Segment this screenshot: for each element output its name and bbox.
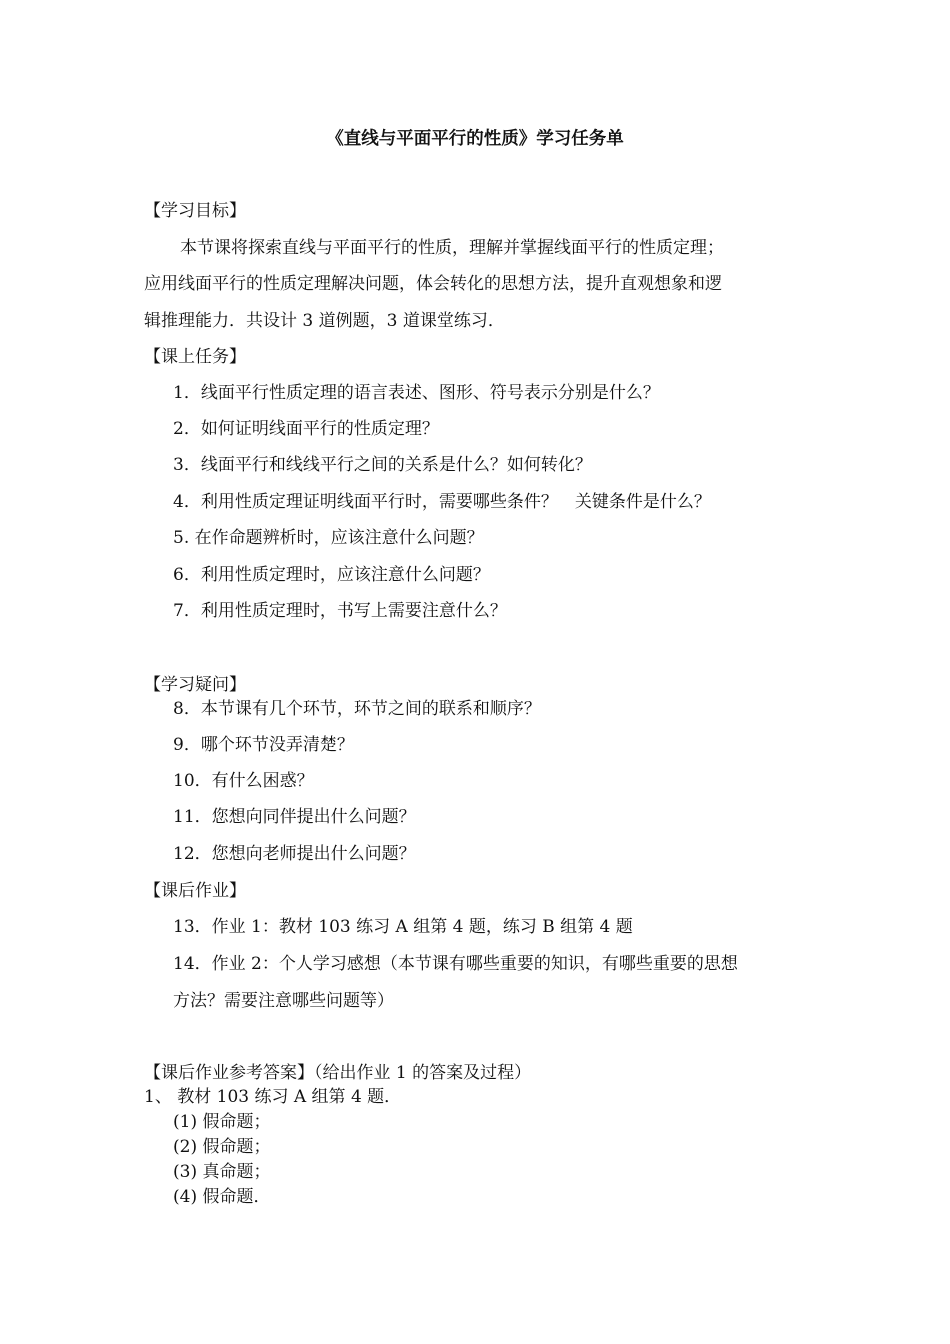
section-heading-questions: 【学习疑问】 <box>144 675 246 695</box>
homework-item: 13．作业 1：教材 103 练习 A 组第 4 题，练习 B 组第 4 题 <box>173 917 633 937</box>
section-heading-goals: 【学习目标】 <box>144 201 246 221</box>
answer-item: (4) 假命题． <box>173 1187 271 1207</box>
goals-paragraph-line: 辑推理能力．共设计 3 道例题，3 道课堂练习． <box>144 311 505 331</box>
task-item: 7．利用性质定理时，书写上需要注意什么？ <box>173 601 507 621</box>
answer-item: (2) 假命题； <box>173 1137 271 1157</box>
homework-item: 14．作业 2：个人学习感想（本节课有哪些重要的知识，有哪些重要的思想 <box>173 954 738 974</box>
question-item: 11．您想向同伴提出什么问题？ <box>173 807 416 827</box>
task-item: 2．如何证明线面平行的性质定理？ <box>173 419 439 439</box>
section-heading-homework: 【课后作业】 <box>144 881 246 901</box>
goals-paragraph-line: 本节课将探索直线与平面平行的性质，理解并掌握线面平行的性质定理； <box>180 238 724 258</box>
task-item: 6．利用性质定理时，应该注意什么问题？ <box>173 565 490 585</box>
task-item: 5. 在作命题辨析时，应该注意什么问题？ <box>173 528 484 548</box>
question-item: 10．有什么困惑？ <box>173 771 314 791</box>
task-item: 3．线面平行和线线平行之间的关系是什么？如何转化？ <box>173 455 592 475</box>
homework-item: 方法？需要注意哪些问题等） <box>173 991 394 1011</box>
section-heading-tasks: 【课上任务】 <box>144 347 246 367</box>
section-heading-answers: 【课后作业参考答案】（给出作业 1 的答案及过程） <box>144 1063 532 1083</box>
question-item: 8．本节课有几个环节，环节之间的联系和顺序？ <box>173 699 541 719</box>
task-item: 1．线面平行性质定理的语言表述、图形、符号表示分别是什么？ <box>173 383 660 403</box>
answer-intro: 1、 教材 103 练习 A 组第 4 题． <box>144 1087 402 1107</box>
answer-item: (1) 假命题； <box>173 1112 271 1132</box>
question-item: 9．哪个环节没弄清楚？ <box>173 735 354 755</box>
question-item: 12．您想向老师提出什么问题？ <box>173 844 416 864</box>
document-title: 《直线与平面平行的性质》学习任务单 <box>326 129 624 149</box>
answer-item: (3) 真命题； <box>173 1162 271 1182</box>
task-item: 4．利用性质定理证明线面平行时，需要哪些条件？ 关键条件是什么？ <box>173 492 711 512</box>
goals-paragraph-line: 应用线面平行的性质定理解决问题，体会转化的思想方法，提升直观想象和逻 <box>144 274 722 294</box>
